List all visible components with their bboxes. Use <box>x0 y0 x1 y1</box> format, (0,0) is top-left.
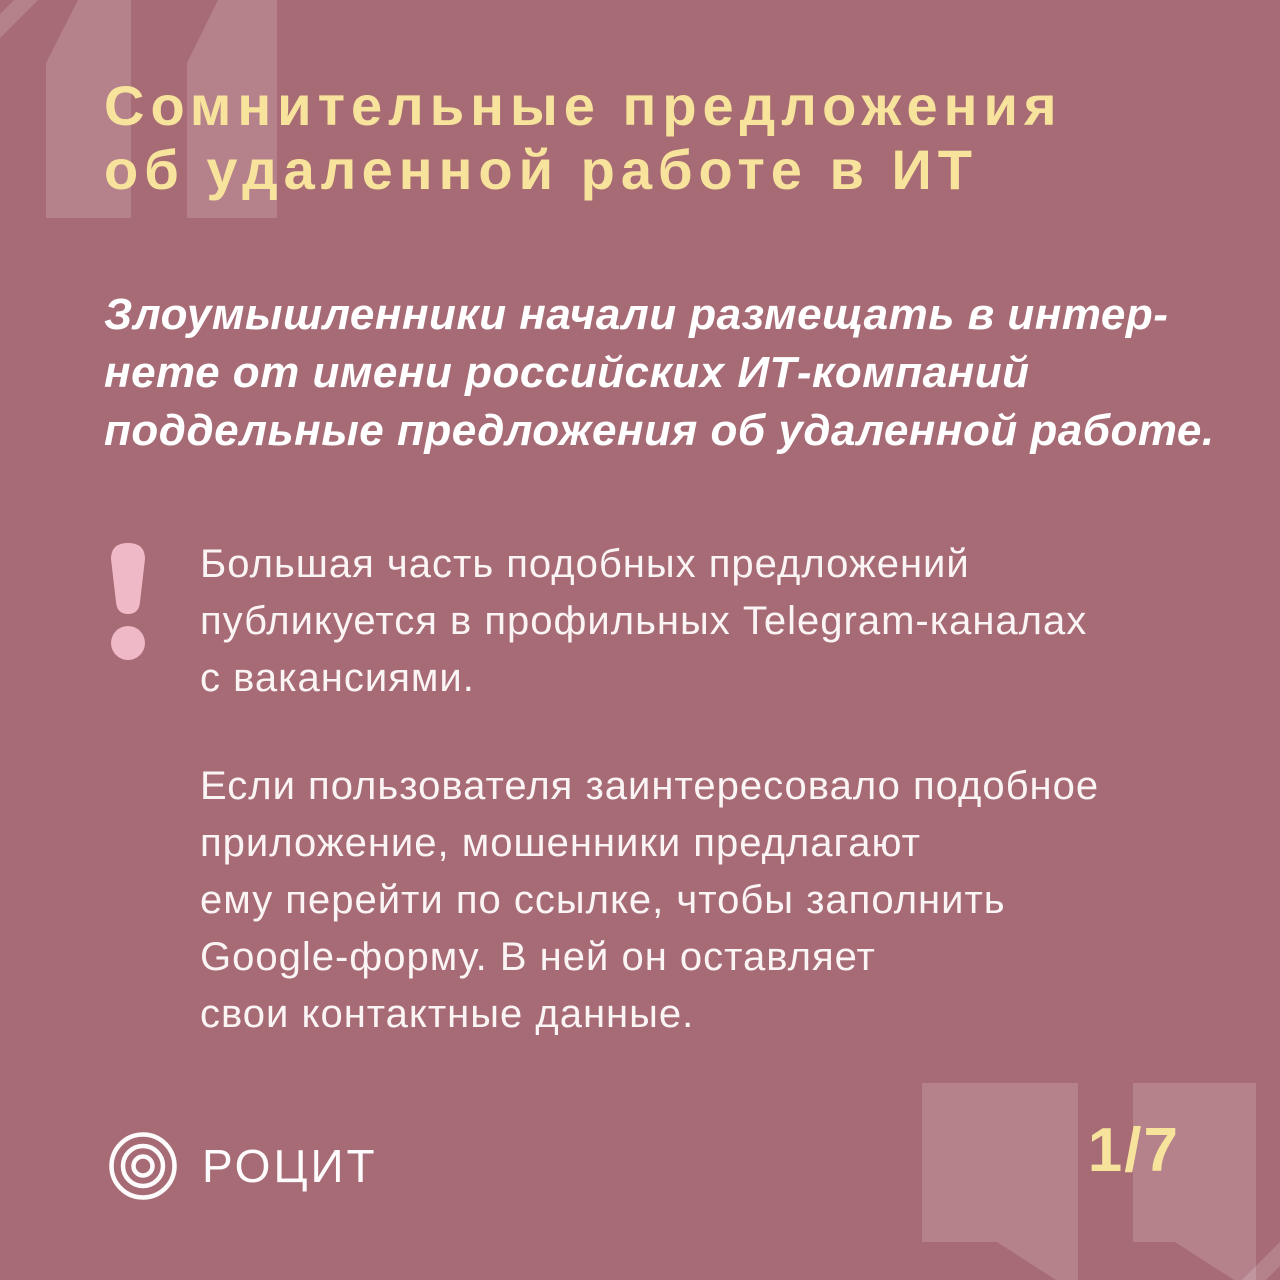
title-line-1: Сомнительные предложения <box>104 74 1063 137</box>
rocit-target-icon <box>108 1131 178 1201</box>
callout-line-1: Большая часть подобных предложений <box>200 542 970 586</box>
brand-logo <box>108 1131 378 1201</box>
exclamation-icon <box>106 540 150 664</box>
lead-line-3: поддельные предложения об удаленной работе. <box>104 406 1215 455</box>
lead-paragraph <box>104 286 1215 460</box>
callout-line-3: с вакансиями. <box>200 656 475 700</box>
warning-callout-text <box>200 536 1204 707</box>
title-line-2: об удаленной работе в ИТ <box>104 138 978 201</box>
body-line-1: Если пользователя заинтересовало подобное <box>200 764 1100 808</box>
quote-open-tail <box>0 0 38 38</box>
callout-line-2: публикуется в профильных Telegram-каналах <box>200 599 1088 643</box>
quote-close-bar-1 <box>922 1083 1078 1280</box>
warning-callout <box>104 536 1204 707</box>
page-title <box>104 74 1063 202</box>
brand-name: РОЦИТ <box>202 1140 378 1192</box>
lead-line-1: Злоумышленники начали размещать в интер- <box>104 290 1169 339</box>
body-line-5: свои контактные данные. <box>200 992 695 1036</box>
page-indicator: 1/7 <box>1087 1116 1180 1185</box>
body-line-3: ему перейти по ссылке, чтобы заполнить <box>200 878 1006 922</box>
body-line-2: приложение, мошенники предлагают <box>200 821 921 865</box>
body-paragraph <box>200 758 1099 1043</box>
body-line-4: Google-форму. В ней он оставляет <box>200 935 876 979</box>
lead-line-2: нете от имени российских ИТ-компаний <box>104 348 1030 397</box>
